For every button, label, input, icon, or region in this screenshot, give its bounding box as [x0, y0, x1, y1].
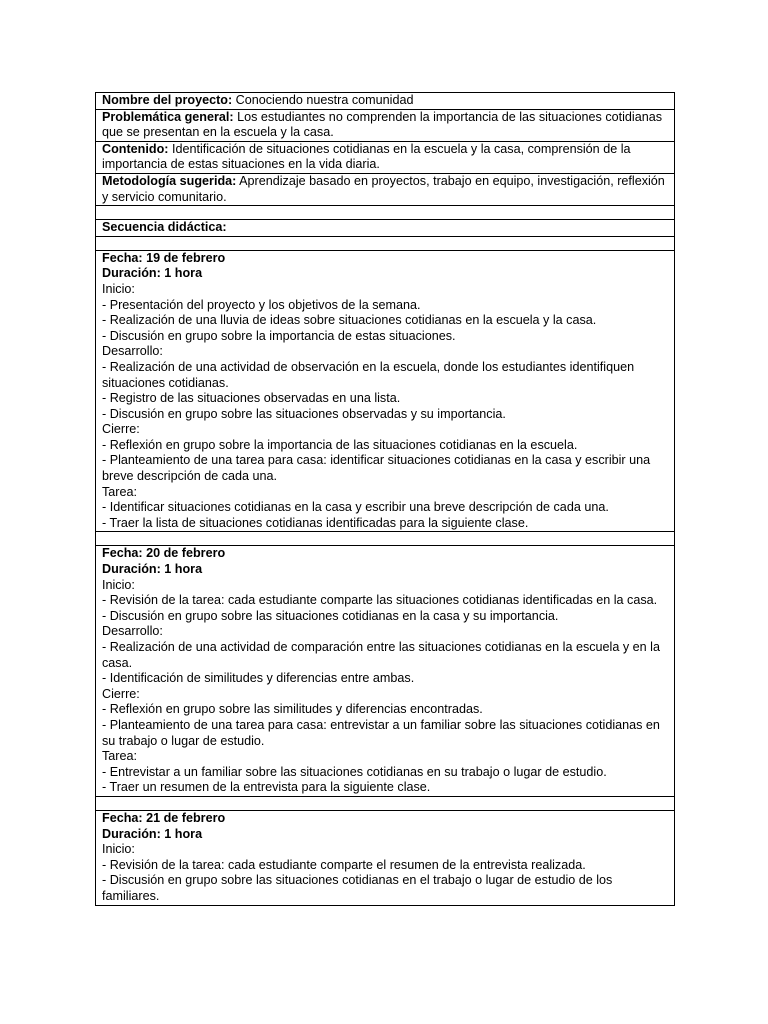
list-item: - Discusión en grupo sobre las situaciones cotidianas en la casa y su importancia.	[102, 608, 559, 623]
section-label-tarea: Tarea:	[102, 749, 138, 764]
session-duration: Duración: 1 hora	[102, 266, 203, 281]
session-row-3	[96, 810, 675, 905]
secuencia-cell	[96, 220, 675, 237]
metodologia-label: Metodología sugerida:	[102, 173, 237, 188]
section-label-desarrollo: Desarrollo:	[102, 624, 163, 639]
section-label-desarrollo: Desarrollo:	[102, 344, 163, 359]
list-item: - Traer un resumen de la entrevista para la siguiente clase.	[102, 780, 431, 795]
session-duration: Duración: 1 hora	[102, 826, 203, 841]
session-date: Fecha: 19 de febrero	[102, 250, 226, 265]
contenido-label: Contenido:	[102, 141, 169, 156]
section-label-cierre: Cierre:	[102, 686, 140, 701]
row-secuencia	[96, 220, 675, 237]
list-item: - Reflexión en grupo sobre las similitudes y diferencias encontradas.	[102, 702, 483, 717]
contenido-value: Identificación de situaciones cotidianas en la escuela y la casa, comprensión de la importancia de estas situaciones en la vida diaria.	[102, 141, 631, 172]
session-cell-1	[96, 250, 675, 532]
empty-row	[96, 236, 675, 250]
list-item: - Planteamiento de una tarea para casa: entrevistar a un familiar sobre las situaciones cotidianas en su trabajo o lugar de estudio.	[102, 717, 660, 748]
list-item: - Realización de una lluvia de ideas sobre situaciones cotidianas en la escuela y la casa.	[102, 313, 597, 328]
metodologia-cell	[96, 173, 675, 205]
session-row-2	[96, 546, 675, 797]
empty-row	[96, 532, 675, 546]
list-item: - Identificación de similitudes y diferencias entre ambas.	[102, 671, 415, 686]
secuencia-label: Secuencia didáctica:	[102, 220, 227, 235]
section-label-tarea: Tarea:	[102, 484, 138, 499]
list-item: - Realización de una actividad de comparación entre las situaciones cotidianas en la escuela y en la casa.	[102, 640, 660, 670]
session-date: Fecha: 21 de febrero	[102, 810, 226, 825]
problematica-label: Problemática general:	[102, 109, 234, 124]
metodologia-value: Aprendizaje basado en proyectos, trabajo en equipo, investigación, reflexión y servicio comunitario.	[102, 173, 665, 204]
list-item: - Realización de una actividad de observación en la escuela, donde los estudiantes identifiquen situaciones cotidianas.	[102, 359, 635, 390]
session-date: Fecha: 20 de febrero	[102, 546, 226, 561]
session-cell-2	[96, 546, 675, 797]
list-item: - Reflexión en grupo sobre la importancia de las situaciones cotidianas en la escuela.	[102, 437, 578, 452]
empty-row	[96, 206, 675, 220]
list-item: - Revisión de la tarea: cada estudiante comparte las situaciones cotidianas identificadas en la casa.	[102, 593, 658, 608]
empty-row	[96, 796, 675, 810]
session-row-1	[96, 250, 675, 532]
project-plan-table	[95, 92, 675, 906]
list-item: - Discusión en grupo sobre las situaciones observadas y su importancia.	[102, 406, 506, 421]
list-item: - Planteamiento de una tarea para casa: identificar situaciones cotidianas en la casa y escribir una breve descripción de cada una.	[102, 453, 651, 484]
row-nombre	[96, 93, 675, 110]
session-duration: Duración: 1 hora	[102, 562, 203, 577]
empty-cell	[96, 206, 675, 220]
contenido-cell	[96, 141, 675, 173]
problematica-value: Los estudiantes no comprenden la importancia de las situaciones cotidianas que se presentan en la escuela y la casa.	[102, 109, 663, 140]
session-cell-3	[96, 810, 675, 905]
list-item: - Registro de las situaciones observadas en una lista.	[102, 391, 401, 406]
list-item: - Discusión en grupo sobre la importancia de estas situaciones.	[102, 328, 456, 343]
nombre-cell	[96, 93, 675, 110]
problematica-cell	[96, 109, 675, 141]
row-problematica	[96, 109, 675, 141]
empty-cell	[96, 796, 675, 810]
list-item: - Presentación del proyecto y los objetivos de la semana.	[102, 297, 421, 312]
list-item: - Entrevistar a un familiar sobre las situaciones cotidianas en su trabajo o lugar de estudio.	[102, 764, 607, 779]
section-label-cierre: Cierre:	[102, 422, 140, 437]
empty-cell	[96, 236, 675, 250]
row-metodologia	[96, 173, 675, 205]
nombre-label: Nombre del proyecto:	[102, 93, 233, 107]
list-item: - Discusión en grupo sobre las situaciones cotidianas en el trabajo o lugar de estudio de los familiares.	[102, 873, 613, 903]
row-contenido	[96, 141, 675, 173]
list-item: - Traer la lista de situaciones cotidianas identificadas para la siguiente clase.	[102, 515, 529, 530]
section-label-inicio: Inicio:	[102, 281, 135, 296]
empty-cell	[96, 532, 675, 546]
list-item: - Revisión de la tarea: cada estudiante comparte el resumen de la entrevista realizada.	[102, 857, 586, 872]
list-item: - Identificar situaciones cotidianas en la casa y escribir una breve descripción de cada una.	[102, 500, 609, 515]
section-label-inicio: Inicio:	[102, 842, 135, 857]
section-label-inicio: Inicio:	[102, 577, 135, 592]
nombre-value: Conociendo nuestra comunidad	[232, 93, 414, 107]
